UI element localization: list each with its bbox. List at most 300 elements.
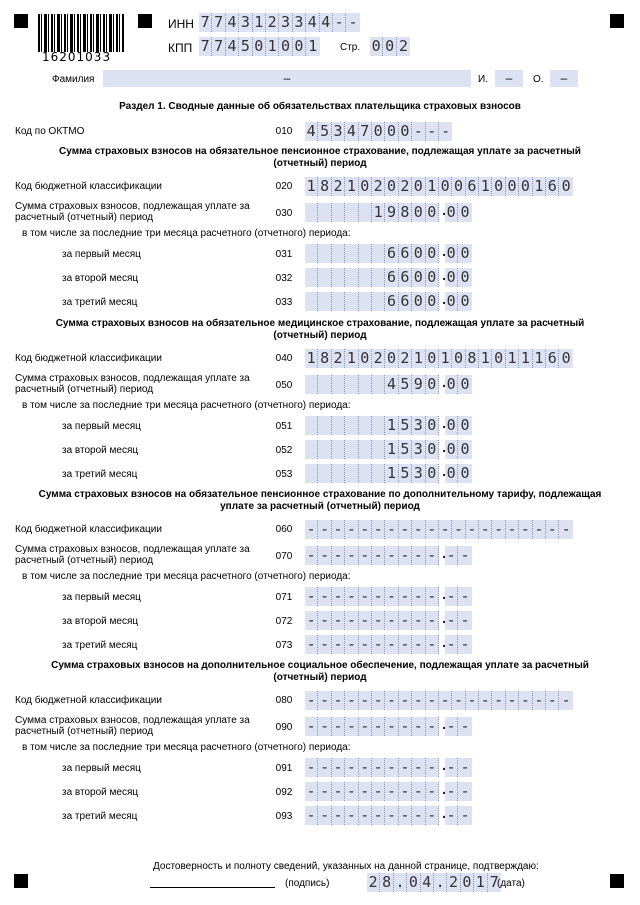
sum-int-char [359, 375, 372, 394]
month2-int-char: - [318, 611, 331, 630]
kpp-char: 4 [226, 37, 239, 56]
page-label: Стр. [340, 42, 361, 53]
month3-int-char: 6 [385, 292, 398, 311]
month2-int-char: 6 [385, 268, 398, 287]
month2-int-char: 0 [412, 268, 425, 287]
kbk-char: 8 [318, 177, 331, 196]
month2-int-char [332, 440, 345, 459]
sum-int-char: 0 [426, 203, 439, 222]
sum-label-line2: расчетный (отчетный) период [15, 555, 154, 566]
month1-int-char: - [385, 587, 398, 606]
month2-code: 032 [275, 273, 293, 284]
month3-int-char: - [305, 635, 318, 654]
month1-label: за первый месяц [62, 249, 141, 260]
month3-int-char: 0 [426, 292, 439, 311]
sum-decimal-point [439, 546, 445, 565]
month1-label: за первый месяц [62, 421, 141, 432]
month3-dec-char: - [458, 635, 471, 654]
month1-int-char: 0 [426, 244, 439, 263]
month2-dec-char: - [458, 611, 471, 630]
sum-int-char: 0 [412, 203, 425, 222]
month3-int-char: 6 [399, 292, 412, 311]
date-char: 0 [407, 873, 420, 892]
kbk-char: 6 [546, 177, 559, 196]
sum-int-char: - [372, 546, 385, 565]
month2-int-char [318, 268, 331, 287]
inn-char: 4 [320, 13, 333, 32]
month2-int-char: 6 [399, 268, 412, 287]
kbk-char: - [559, 691, 572, 710]
sum-int-char: - [305, 717, 318, 736]
sum-field[interactable] [305, 546, 472, 565]
sum-int-char: - [399, 717, 412, 736]
month1-int-char [372, 416, 385, 435]
barcode-number: 16201033 [42, 50, 112, 64]
kpp-char: 5 [239, 37, 252, 56]
month1-int-char: - [318, 758, 331, 777]
month1-field[interactable] [305, 416, 472, 435]
kbk-char: 0 [412, 177, 425, 196]
month3-int-char: - [345, 635, 358, 654]
date-char: 4 [421, 873, 434, 892]
kpp-char: 7 [199, 37, 212, 56]
kbk-char: 1 [305, 177, 318, 196]
month1-field[interactable] [305, 758, 472, 777]
kbk-char: 0 [492, 349, 505, 368]
month1-int-char: - [332, 587, 345, 606]
inn-char: 3 [239, 13, 252, 32]
month3-decimal-point [439, 464, 445, 483]
month2-int-char: - [372, 611, 385, 630]
month3-int-char [372, 292, 385, 311]
kpp-char: 1 [266, 37, 279, 56]
month3-field[interactable] [305, 292, 472, 311]
kbk-char: - [412, 520, 425, 539]
kbk-char: - [506, 691, 519, 710]
kbk-char: - [412, 691, 425, 710]
surname-label: Фамилия [52, 74, 95, 85]
kbk-char: - [359, 691, 372, 710]
kbk-char: 0 [492, 177, 505, 196]
corner-marker-bottom-left [14, 874, 28, 888]
sum-int-char: - [399, 546, 412, 565]
sum-int-char: - [412, 546, 425, 565]
month1-dec-char: 0 [458, 244, 471, 263]
oktmo-char: 0 [372, 122, 385, 141]
month1-int-char: - [385, 758, 398, 777]
sum-field[interactable] [305, 203, 472, 222]
month3-int-char: - [359, 635, 372, 654]
month3-field[interactable] [305, 635, 472, 654]
month2-int-char [372, 440, 385, 459]
kbk-char: - [439, 520, 452, 539]
sum-label-line1: Сумма страховых взносов, подлежащая уплате за [15, 544, 250, 555]
kbk-char: - [546, 520, 559, 539]
month1-int-char: - [359, 758, 372, 777]
kbk-char: - [452, 691, 465, 710]
month3-int-char: 5 [399, 464, 412, 483]
month3-int-char [332, 292, 345, 311]
inn-char: 7 [212, 13, 225, 32]
month3-int-char: - [412, 806, 425, 825]
month1-int-char: 6 [385, 244, 398, 263]
month1-int-char: - [345, 587, 358, 606]
kbk-char: - [399, 691, 412, 710]
kbk-field[interactable] [305, 349, 573, 368]
month1-int-char: 0 [412, 244, 425, 263]
date-char: 8 [380, 873, 393, 892]
kbk-char: 1 [345, 349, 358, 368]
oktmo-char: - [426, 122, 439, 141]
sum-code: 090 [275, 722, 293, 733]
inn-char: 3 [293, 13, 306, 32]
month3-field[interactable] [305, 464, 472, 483]
kbk-char: - [479, 520, 492, 539]
confirm-text: Достоверность и полноту сведений, указанных на данной странице, подтверждаю: [153, 861, 539, 872]
surname-field[interactable]: – [103, 70, 471, 87]
kbk-char: - [345, 520, 358, 539]
month2-field[interactable] [305, 268, 472, 287]
kbk-char: 0 [559, 177, 572, 196]
month2-field[interactable] [305, 782, 472, 801]
kbk-char: - [439, 691, 452, 710]
kbk-char: - [506, 520, 519, 539]
kbk-char: 0 [385, 349, 398, 368]
kbk-char: - [479, 691, 492, 710]
kbk-char: - [559, 520, 572, 539]
date-char: 2 [447, 873, 460, 892]
month1-dec-char: 0 [445, 244, 458, 263]
sum-label-line2: расчетный (отчетный) период [15, 212, 154, 223]
oktmo-char: - [412, 122, 425, 141]
month3-code: 033 [275, 297, 293, 308]
month2-dec-char: - [445, 611, 458, 630]
month2-label: за второй месяц [62, 445, 139, 456]
kbk-char: - [345, 691, 358, 710]
kbk-char: 0 [426, 349, 439, 368]
month2-int-char: - [399, 782, 412, 801]
month3-int-char: 1 [385, 464, 398, 483]
month2-dec-char: 0 [458, 268, 471, 287]
month1-dec-char: - [445, 587, 458, 606]
month3-int-char [345, 292, 358, 311]
month3-dec-char: 0 [458, 292, 471, 311]
kbk-char: 1 [506, 349, 519, 368]
inn-char: 7 [199, 13, 212, 32]
month2-int-char: - [372, 782, 385, 801]
oktmo-code: 010 [275, 126, 293, 137]
corner-marker-top-left [14, 14, 28, 28]
block-title-line2: уплате за расчетный (отчетный) период [220, 501, 420, 512]
kpp-char: 7 [212, 37, 225, 56]
month2-int-char [345, 268, 358, 287]
sum-field[interactable] [305, 375, 472, 394]
sum-label-line2: расчетный (отчетный) период [15, 384, 154, 395]
month2-dec-char: - [445, 782, 458, 801]
kbk-char: 2 [399, 177, 412, 196]
kbk-char: - [385, 520, 398, 539]
month2-decimal-point [439, 440, 445, 459]
month3-dec-char: 0 [445, 292, 458, 311]
page-char: 0 [383, 37, 396, 56]
including-label: в том числе за последние три месяца расчетного (отчетного) периода: [22, 571, 351, 582]
oktmo-char: 4 [305, 122, 318, 141]
sum-label-line2: расчетный (отчетный) период [15, 726, 154, 737]
kpp-field[interactable] [199, 37, 320, 56]
month3-field[interactable] [305, 806, 472, 825]
sum-int-char: - [426, 546, 439, 565]
sum-int-char: 8 [399, 203, 412, 222]
month3-int-char: - [332, 806, 345, 825]
month1-int-char: - [332, 758, 345, 777]
kbk-char: 1 [533, 349, 546, 368]
month2-int-char: - [412, 782, 425, 801]
oktmo-char: 0 [399, 122, 412, 141]
kbk-code: 020 [275, 181, 293, 192]
month1-int-char: - [372, 587, 385, 606]
month2-code: 072 [275, 616, 293, 627]
block-title-line1: Сумма страховых взносов на дополнительное социальное обеспечение, подлежащая уплате за расчетный [51, 660, 589, 671]
kbk-label: Код бюджетной классификации [15, 524, 162, 535]
kbk-char: - [372, 691, 385, 710]
corner-marker-bottom-right [610, 874, 624, 888]
month1-dec-char: - [445, 758, 458, 777]
inn-field[interactable] [199, 13, 360, 32]
month2-int-char: 1 [385, 440, 398, 459]
month2-field[interactable] [305, 440, 472, 459]
sum-label-line1: Сумма страховых взносов, подлежащая уплате за [15, 201, 250, 212]
inn-char: 2 [266, 13, 279, 32]
kbk-char: - [332, 520, 345, 539]
month2-int-char: - [399, 611, 412, 630]
kbk-char: 1 [479, 177, 492, 196]
inn-label: ИНН [168, 17, 194, 31]
month2-int-char: - [318, 782, 331, 801]
month1-int-char: - [318, 587, 331, 606]
month2-dec-char: - [458, 782, 471, 801]
month2-int-char: 0 [426, 268, 439, 287]
month3-label: за третий месяц [62, 811, 138, 822]
sum-code: 070 [275, 551, 293, 562]
month2-int-char: - [426, 611, 439, 630]
block-title-line2: (отчетный) период [273, 672, 367, 683]
kbk-char: 0 [452, 349, 465, 368]
month1-decimal-point [439, 244, 445, 263]
month2-int-char [305, 440, 318, 459]
month1-field[interactable] [305, 244, 472, 263]
sum-int-char: - [359, 717, 372, 736]
kbk-char: - [305, 520, 318, 539]
month2-field[interactable] [305, 611, 472, 630]
month1-dec-char: 0 [445, 416, 458, 435]
month3-dec-char: - [458, 806, 471, 825]
kbk-field[interactable] [305, 520, 573, 539]
month1-int-char [332, 416, 345, 435]
month2-dec-char: 0 [445, 440, 458, 459]
block-title-line2: (отчетный) период [273, 158, 367, 169]
month3-int-char [318, 464, 331, 483]
sum-int-char: - [426, 717, 439, 736]
kbk-field[interactable] [305, 691, 573, 710]
kbk-char: 0 [506, 177, 519, 196]
month3-int-char: - [332, 635, 345, 654]
kbk-char: 1 [426, 177, 439, 196]
sum-int-char: - [372, 717, 385, 736]
month3-int-char [359, 292, 372, 311]
sum-field[interactable] [305, 717, 472, 736]
page-char: 2 [397, 37, 410, 56]
sum-int-char: - [318, 546, 331, 565]
kbk-label: Код бюджетной классификации [15, 695, 162, 706]
sum-int-char: 9 [385, 203, 398, 222]
kbk-char: 6 [466, 177, 479, 196]
kbk-char: - [492, 691, 505, 710]
month3-decimal-point [439, 635, 445, 654]
month2-int-char: 0 [426, 440, 439, 459]
month3-code: 073 [275, 640, 293, 651]
signature-line[interactable] [150, 887, 275, 888]
month3-label: за третий месяц [62, 297, 138, 308]
kbk-label: Код бюджетной классификации [15, 181, 162, 192]
month3-dec-char: - [445, 635, 458, 654]
month2-decimal-point [439, 782, 445, 801]
month2-int-char: - [412, 611, 425, 630]
month1-int-char: - [359, 587, 372, 606]
month2-int-char: - [345, 611, 358, 630]
block-title-line1: Сумма страховых взносов на обязательное пенсионное страхование, подлежащая уплате за расчетный [59, 146, 581, 157]
month2-decimal-point [439, 611, 445, 630]
kbk-char: - [305, 691, 318, 710]
month3-decimal-point [439, 292, 445, 311]
month2-label: за второй месяц [62, 787, 139, 798]
date-char: . [434, 873, 447, 892]
inn-char: 4 [306, 13, 319, 32]
initial-i-label: И. [478, 74, 488, 85]
kbk-code: 080 [275, 695, 293, 706]
kbk-char: 1 [519, 349, 532, 368]
kbk-field[interactable] [305, 177, 573, 196]
month2-int-char: - [426, 782, 439, 801]
month3-int-char: 3 [412, 464, 425, 483]
month1-field[interactable] [305, 587, 472, 606]
sum-int-char: - [345, 546, 358, 565]
month3-int-char: - [372, 806, 385, 825]
date-char: 2 [367, 873, 380, 892]
block-title-line1: Сумма страховых взносов на обязательное пенсионное страхование по дополнительному тарифу, подлежащая [38, 489, 602, 500]
month3-label: за третий месяц [62, 469, 138, 480]
month1-int-char [318, 416, 331, 435]
kbk-char: - [492, 520, 505, 539]
month3-int-char [332, 464, 345, 483]
sum-int-char [318, 203, 331, 222]
month1-dec-char: - [458, 758, 471, 777]
sum-int-char [345, 375, 358, 394]
signature-label: (подпись) [285, 878, 330, 889]
sum-code: 030 [275, 208, 293, 219]
sum-label-line1: Сумма страховых взносов, подлежащая уплате за [15, 715, 250, 726]
sum-decimal-point [439, 717, 445, 736]
month1-code: 071 [275, 592, 293, 603]
kbk-char: 1 [479, 349, 492, 368]
sum-dec-char: - [445, 717, 458, 736]
kbk-char: - [318, 691, 331, 710]
sum-int-char: - [385, 546, 398, 565]
kbk-char: 2 [399, 349, 412, 368]
oktmo-label: Код по ОКТМО [15, 126, 85, 137]
oktmo-char: 0 [385, 122, 398, 141]
month2-int-char [359, 268, 372, 287]
date-field[interactable] [367, 873, 501, 892]
month3-dec-char: 0 [445, 464, 458, 483]
month2-int-char: - [359, 611, 372, 630]
kpp-char: 0 [279, 37, 292, 56]
month1-code: 091 [275, 763, 293, 774]
month2-int-char [345, 440, 358, 459]
sum-int-char: 0 [426, 375, 439, 394]
month3-dec-char: 0 [458, 464, 471, 483]
month3-int-char: 0 [412, 292, 425, 311]
kbk-char: 2 [332, 349, 345, 368]
month3-int-char [305, 464, 318, 483]
month1-int-char: - [305, 758, 318, 777]
month3-label: за третий месяц [62, 640, 138, 651]
month1-code: 051 [275, 421, 293, 432]
month3-int-char: 0 [426, 464, 439, 483]
month1-int-char: 6 [399, 244, 412, 263]
kbk-char: 8 [318, 349, 331, 368]
month1-label: за первый месяц [62, 763, 141, 774]
kbk-char: 2 [372, 177, 385, 196]
initial-o-field[interactable]: – [550, 70, 578, 87]
month3-int-char: - [399, 806, 412, 825]
month1-int-char [359, 244, 372, 263]
inn-char: 1 [253, 13, 266, 32]
month3-int-char: - [385, 806, 398, 825]
month1-int-char [318, 244, 331, 263]
oktmo-char: 4 [345, 122, 358, 141]
month1-int-char [305, 244, 318, 263]
inn-char: - [346, 13, 359, 32]
initial-i-field[interactable]: – [495, 70, 523, 87]
sum-dec-char: 0 [458, 375, 471, 394]
sum-int-char [372, 375, 385, 394]
kbk-char: - [426, 520, 439, 539]
date-label: (дата) [497, 878, 525, 889]
sum-int-char: - [359, 546, 372, 565]
sum-int-char: 4 [385, 375, 398, 394]
month3-code: 093 [275, 811, 293, 822]
month3-int-char: - [385, 635, 398, 654]
kbk-char: 2 [332, 177, 345, 196]
month2-dec-char: 0 [458, 440, 471, 459]
month3-int-char [318, 292, 331, 311]
kbk-char: - [318, 520, 331, 539]
kbk-char: - [533, 691, 546, 710]
month1-decimal-point [439, 416, 445, 435]
kbk-char: - [372, 520, 385, 539]
month2-int-char: 3 [412, 440, 425, 459]
oktmo-char: 5 [318, 122, 331, 141]
oktmo-field[interactable] [305, 122, 452, 141]
month1-int-char [332, 244, 345, 263]
kbk-char: 0 [385, 177, 398, 196]
kbk-char: - [332, 691, 345, 710]
month2-label: за второй месяц [62, 616, 139, 627]
page-number-field[interactable] [370, 37, 410, 56]
sum-dec-char: 0 [445, 203, 458, 222]
month1-int-char: 5 [399, 416, 412, 435]
month3-int-char: - [318, 806, 331, 825]
